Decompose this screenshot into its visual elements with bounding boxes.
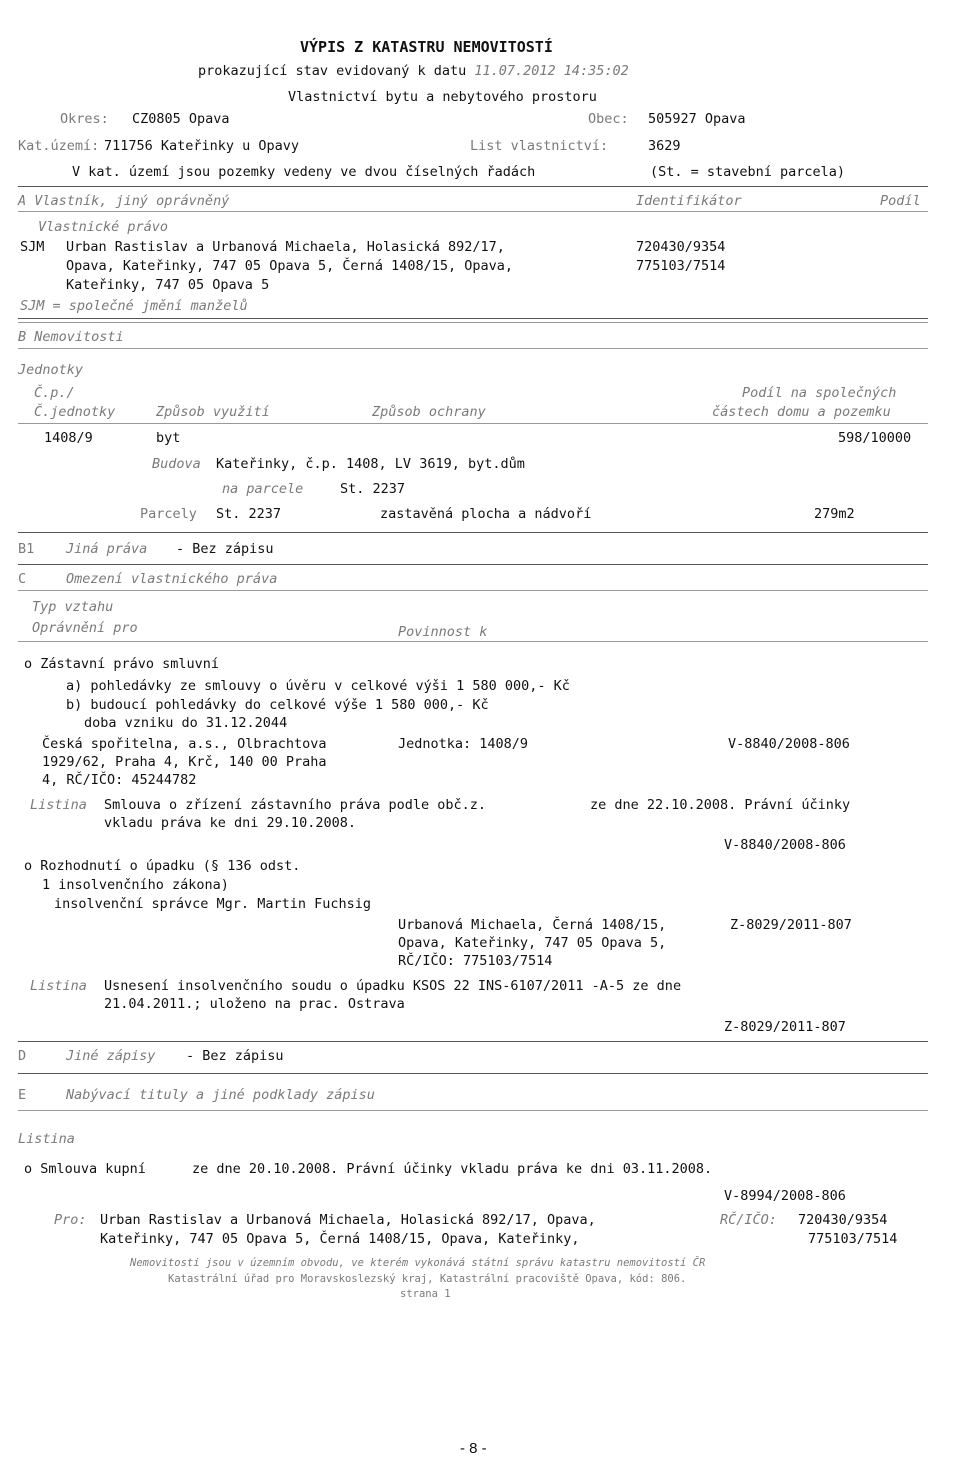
- lien-b: b) budoucí pohledávky do celkové výše 1 580 000,- Kč: [66, 697, 489, 713]
- listina-item-rest: ze dne 20.10.2008. Právní účinky vkladu práva ke dni 03.11.2008.: [192, 1161, 713, 1177]
- section-a-heading: A Vlastník, jiný oprávněný: [18, 193, 230, 209]
- insolvency-ref-2: Z-8029/2011-807: [724, 1019, 846, 1035]
- typ-vztahu: Typ vztahu: [32, 599, 114, 615]
- budova-value: Kateřinky, č.p. 1408, LV 3619, byt.dům: [216, 456, 525, 472]
- col-podil-line-1: Podíl na společných: [742, 385, 897, 401]
- listina-item: o Smlouva kupní: [24, 1161, 146, 1177]
- footer-line-1: Nemovitosti jsou v územním obvodu, ve kterém vykonává státní správu katastru nemovitostí ČR: [130, 1257, 706, 1269]
- lien-ref-1: V-8840/2008-806: [728, 736, 850, 752]
- page-number: - 8 -: [460, 1440, 487, 1457]
- list-label: List vlastnictví:: [470, 138, 609, 154]
- parcel-note-right: (St. = stavební parcela): [650, 164, 846, 180]
- listina-ref: V-8994/2008-806: [724, 1188, 846, 1204]
- section-e-heading: Nabývací tituly a jiné podklady zápisu: [66, 1087, 375, 1103]
- sjm-label: SJM: [20, 239, 45, 255]
- footer-line-2: Katastrální úřad pro Moravskoslezský kraj, Katastrální pracoviště Opava, kód: 806.: [168, 1273, 687, 1285]
- pro-line-1: Urban Rastislav a Urbanová Michaela, Holasická 892/17, Opava,: [100, 1212, 596, 1228]
- section-d-value: - Bez zápisu: [186, 1048, 284, 1064]
- povinnost-k: Povinnost k: [398, 624, 488, 640]
- section-b1-code: B1: [18, 541, 35, 557]
- col-zpusob-ochrany: Způsob ochrany: [372, 404, 486, 420]
- jednotky-heading: Jednotky: [18, 362, 84, 378]
- parcely-value: St. 2237: [216, 506, 282, 522]
- unit-share: 598/10000: [838, 430, 912, 446]
- lien-unit: Jednotka: 1408/9: [398, 736, 529, 752]
- parcele-value: St. 2237: [340, 481, 406, 497]
- bank-line-1: Česká spořitelna, a.s., Olbrachtova: [42, 736, 327, 752]
- owner-id-1: 720430/9354: [636, 239, 726, 255]
- date-line: [198, 62, 629, 80]
- obec-label: Obec:: [588, 111, 629, 127]
- subheading: Vlastnictví bytu a nebytového prostoru: [288, 89, 597, 105]
- owner-id-2: 775103/7514: [636, 258, 726, 274]
- insolvency-line-3: insolvenční správce Mgr. Martin Fuchsig: [54, 896, 371, 912]
- parcely-type: zastavěná plocha a nádvoří: [380, 506, 592, 522]
- owner-line-3: Kateřinky, 747 05 Opava 5: [66, 277, 270, 293]
- listina-1-text-2: vkladu práva ke dni 29.10.2008.: [104, 815, 356, 831]
- kat-value: 711756 Kateřinky u Opavy: [104, 138, 300, 154]
- listina-1-text: Smlouva o zřízení zástavního práva podle obč.z.: [104, 797, 487, 813]
- bank-line-3: 4, RČ/IČO: 45244782: [42, 772, 197, 788]
- listina-2-label: Listina: [30, 978, 87, 994]
- section-c-code: C: [18, 571, 27, 587]
- vlastnicke-pravo: Vlastnické právo: [38, 219, 169, 235]
- listina-2-text-2: 21.04.2011.; uloženo na prac. Ostrava: [104, 996, 405, 1012]
- lien-title: o Zástavní právo smluvní: [24, 656, 220, 672]
- section-c-heading: Omezení vlastnického práva: [66, 571, 278, 587]
- lien-ref-2: V-8840/2008-806: [724, 837, 846, 853]
- bank-line-2: 1929/62, Praha 4, Krč, 140 00 Praha: [42, 754, 327, 770]
- parcele-label: na parcele: [222, 481, 304, 497]
- list-value: 3629: [648, 138, 681, 154]
- listina-2-text: Usnesení insolvenčního soudu o úpadku KSOS 22 INS-6107/2011 -A-5 ze dne: [104, 978, 682, 994]
- unit-number: 1408/9: [44, 430, 93, 446]
- col-zpusob-vyuziti: Způsob využití: [156, 404, 270, 420]
- insolvency-title: o Rozhodnutí o úpadku (§ 136 odst.: [24, 858, 301, 874]
- parcely-area: 279m2: [814, 506, 855, 522]
- pro-label: Pro:: [54, 1212, 87, 1228]
- date-prefix: prokazující stav evidovaný k datu: [198, 63, 467, 79]
- parcel-note: V kat. území jsou pozemky vedeny ve dvou číselných řadách: [72, 164, 536, 180]
- col-identifikator: Identifikátor: [636, 193, 742, 209]
- debtor-line-2: Opava, Kateřinky, 747 05 Opava 5,: [398, 935, 667, 951]
- col-cp: Č.p./: [34, 385, 75, 401]
- debtor-line-3: RČ/IČO: 775103/7514: [398, 953, 553, 969]
- insolvency-line-2: 1 insolvenčního zákona): [42, 877, 229, 893]
- sjm-footnote: SJM = společné jmění manželů: [20, 298, 248, 314]
- okres-value: CZ0805 Opava: [132, 111, 230, 127]
- kat-label: Kat.území:: [18, 138, 100, 154]
- parcely-label: Parcely: [140, 506, 197, 522]
- section-b1-value: - Bez zápisu: [176, 541, 274, 557]
- rc-label: RČ/IČO:: [720, 1212, 777, 1228]
- lien-a: a) pohledávky ze smlouvy o úvěru v celkové výši 1 580 000,- Kč: [66, 678, 570, 694]
- listina-heading: Listina: [18, 1131, 75, 1147]
- budova-label: Budova: [152, 456, 201, 472]
- listina-1-label: Listina: [30, 797, 87, 813]
- rc-value-1: 720430/9354: [798, 1212, 888, 1228]
- debtor-line-1: Urbanová Michaela, Černá 1408/15,: [398, 917, 667, 933]
- section-d-label: Jiné zápisy: [66, 1048, 156, 1064]
- opravneni-pro: Oprávnění pro: [32, 620, 138, 636]
- owner-line-2: Opava, Kateřinky, 747 05 Opava 5, Černá 1408/15, Opava,: [66, 258, 514, 274]
- col-podil: Podíl: [880, 193, 921, 209]
- listina-1-right: ze dne 22.10.2008. Právní účinky: [590, 797, 851, 813]
- lien-b-date: doba vzniku do 31.12.2044: [84, 715, 288, 731]
- col-cjednotky: Č.jednotky: [34, 404, 116, 420]
- section-b-heading: B Nemovitosti: [18, 329, 124, 345]
- rc-value-2: 775103/7514: [808, 1231, 898, 1247]
- date-value: 11.07.2012 14:35:02: [474, 63, 629, 79]
- unit-use: byt: [156, 430, 181, 446]
- obec-value: 505927 Opava: [648, 111, 746, 127]
- insolvency-ref: Z-8029/2011-807: [730, 917, 852, 933]
- owner-line-1: Urban Rastislav a Urbanová Michaela, Holasická 892/17,: [66, 239, 505, 255]
- section-e-code: E: [18, 1087, 27, 1103]
- col-podil-line-2: částech domu a pozemku: [712, 404, 891, 420]
- pro-line-2: Kateřinky, 747 05 Opava 5, Černá 1408/15, Opava, Kateřinky,: [100, 1231, 580, 1247]
- section-b1-label: Jiná práva: [66, 541, 148, 557]
- footer-page: strana 1: [400, 1288, 451, 1300]
- document-title: VÝPIS Z KATASTRU NEMOVITOSTÍ: [300, 38, 553, 56]
- okres-label: Okres:: [60, 111, 109, 127]
- section-d-code: D: [18, 1048, 27, 1064]
